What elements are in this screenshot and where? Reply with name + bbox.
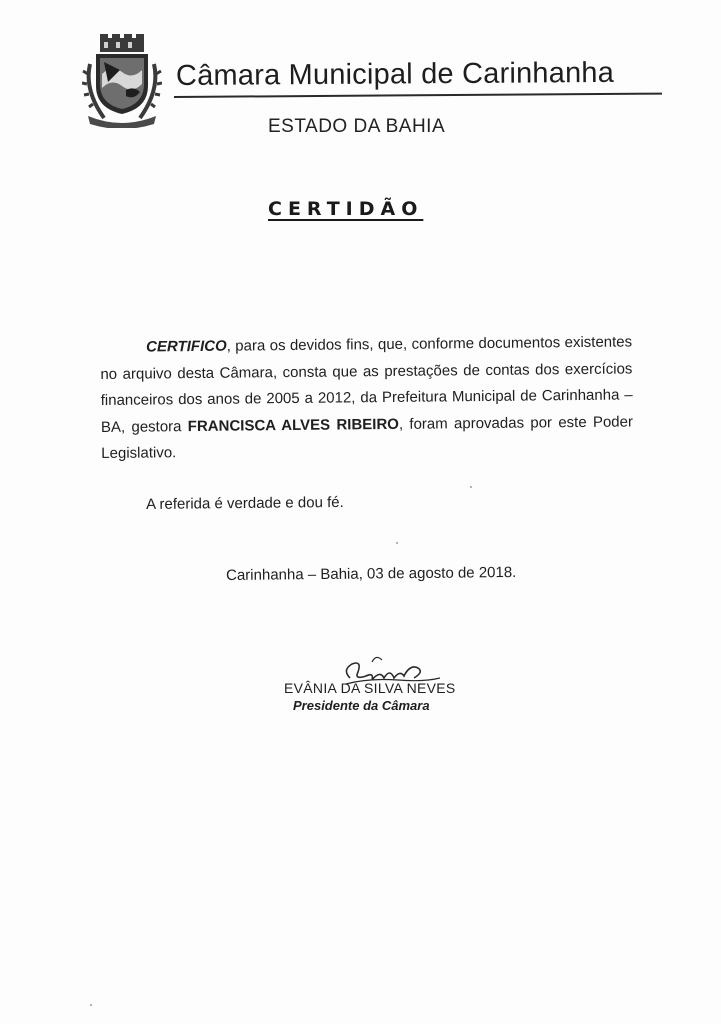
attestation-line: A referida é verdade e dou fé. [146,493,344,513]
header-divider [174,93,662,98]
certifico-lead: CERTIFICO [146,337,227,356]
scan-speck [396,542,398,544]
state-name: ESTADO DA BAHIA [268,116,446,137]
manager-name: FRANCISCA ALVES RIBEIRO [187,415,400,435]
scan-speck [90,1004,92,1006]
chamber-name: Câmara Municipal de Carinhanha [175,56,615,92]
body-text-part1: , para os devidos fins, que, conforme documentos existentes no arquivo desta Câmara, consta que as prestações de contas dos exercícios financeiros dos anos de 2005 a 2012, da Prefeitura Municipal de Carinhanha – BA, gestora [100,333,633,436]
scan-speck [470,486,472,488]
place-and-date: Carinhanha – Bahia, 03 de agosto de 2018. [226,563,517,584]
signer-name: EVÂNIA DA SILVA NEVES [284,680,456,696]
body-text-part2: , foram aprovadas por este Poder Legislativo. [101,412,634,462]
municipal-crest-icon [82,34,162,128]
document-title: CERTIDÃO [268,198,424,220]
certificate-body [100,329,633,467]
signer-role: Presidente da Câmara [293,698,430,713]
